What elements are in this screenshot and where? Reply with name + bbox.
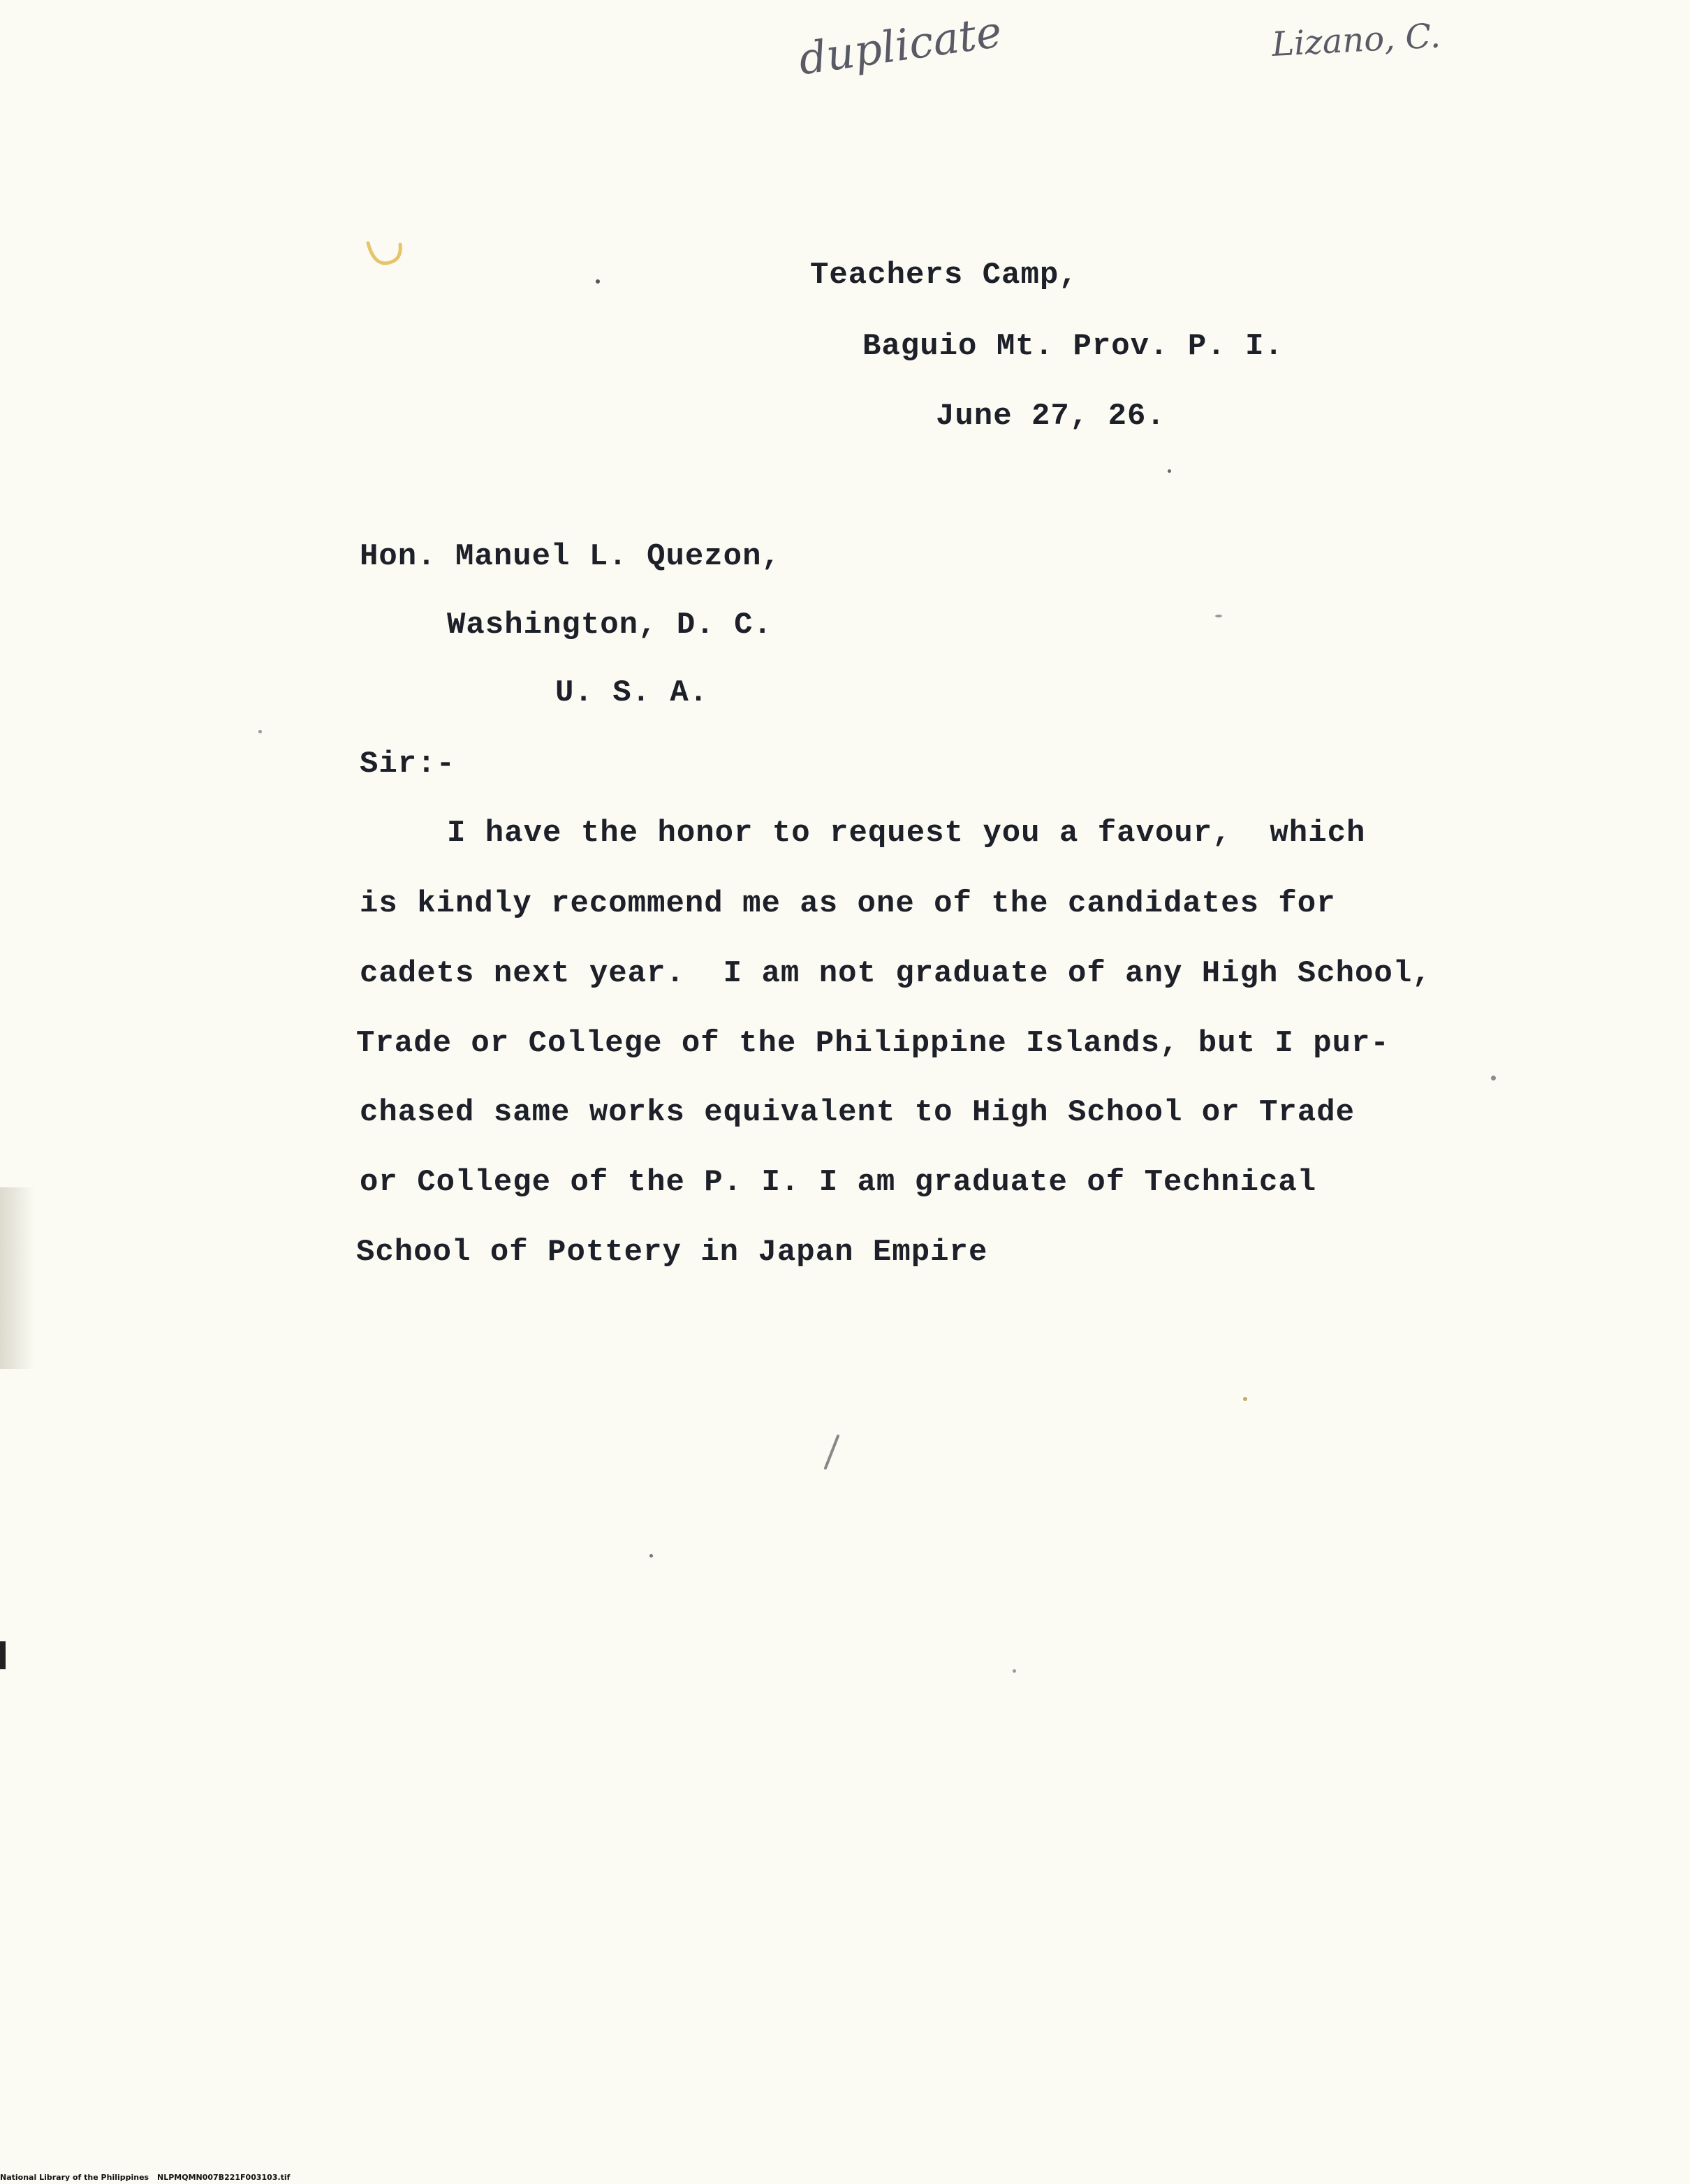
archive-filename: NLPMQMN007B221F003103.tif xyxy=(157,2173,291,2182)
scan-speck xyxy=(258,730,262,733)
scan-speck xyxy=(1243,1397,1247,1401)
scan-speck xyxy=(1491,1076,1496,1080)
scan-speck xyxy=(649,1554,653,1558)
recipient-country: U. S. A. xyxy=(555,675,709,710)
scan-scratch xyxy=(817,1432,845,1474)
body-line: cadets next year. I am not graduate of any High School, xyxy=(360,956,1432,991)
left-edge-mark xyxy=(0,1641,6,1669)
stain-mark xyxy=(360,237,416,279)
handwritten-name: Lizano, C. xyxy=(1270,16,1442,64)
salutation: Sir:- xyxy=(360,747,456,782)
sender-address-line2: Baguio Mt. Prov. P. I. xyxy=(862,329,1284,364)
letter-date: June 27, 26. xyxy=(936,399,1166,434)
body-line: or College of the P. I. I am graduate of Technical xyxy=(360,1165,1317,1200)
body-line: Trade or College of the Philippine Islands, but I pur- xyxy=(356,1026,1390,1061)
scan-speck xyxy=(1215,615,1222,617)
handwritten-duplicate: duplicate xyxy=(795,6,1005,85)
sender-address-line1: Teachers Camp, xyxy=(810,258,1078,293)
body-line: chased same works equivalent to High School or Trade xyxy=(360,1095,1355,1130)
archive-label: National Library of the Philippines xyxy=(0,2173,149,2182)
recipient-name: Hon. Manuel L. Quezon, xyxy=(360,539,781,574)
recipient-city: Washington, D. C. xyxy=(447,608,772,643)
left-edge-shadow xyxy=(0,1187,35,1369)
scan-speck xyxy=(596,279,600,284)
body-line: is kindly recommend me as one of the candidates for xyxy=(360,886,1336,921)
body-line: I have the honor to request you a favour, which xyxy=(447,816,1366,851)
body-line: School of Pottery in Japan Empire xyxy=(356,1235,988,1270)
scan-speck xyxy=(1013,1669,1016,1673)
scan-speck xyxy=(1168,469,1171,473)
